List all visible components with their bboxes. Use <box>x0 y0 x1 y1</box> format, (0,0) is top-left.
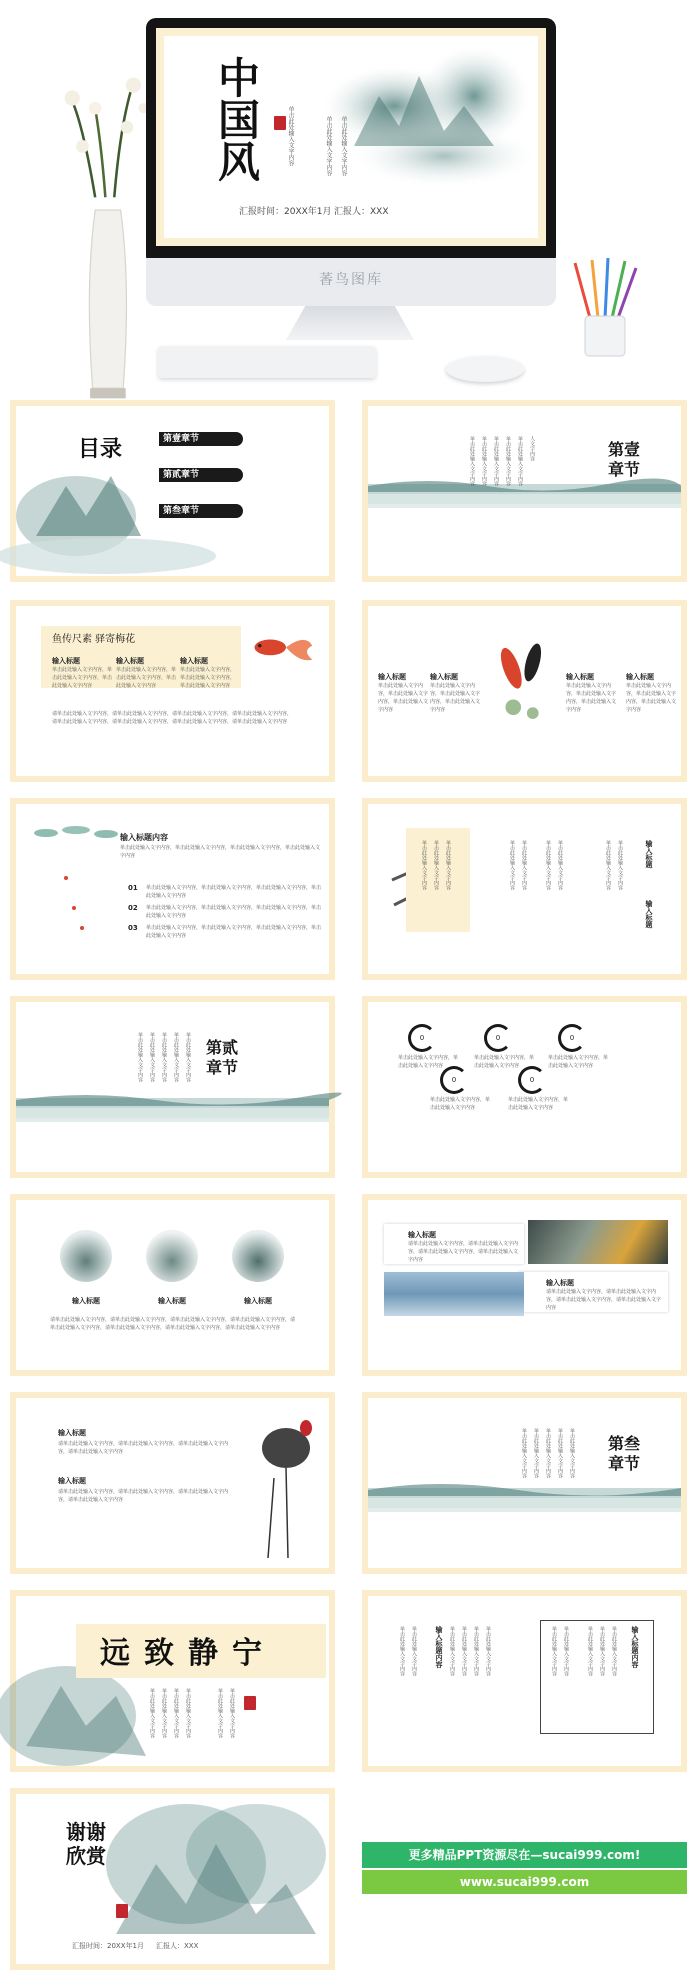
v2-col-6: 单击此处输入文字内容 <box>485 1626 491 1676</box>
lotus-body-1: 请单击此处输入文字内容，请单击此处输入文字内容，请单击此处输入文字内容，请单击此处输入文字内容 <box>58 1441 229 1455</box>
photos-label-2: 输入标题 <box>546 1279 574 1287</box>
ch2-col-5: 单击此处输入文字内容 <box>185 1032 191 1082</box>
ring-body-2: 单击此处输入文字内容，单击此处输入文字内容 <box>474 1055 535 1069</box>
mouse <box>446 356 524 382</box>
v2-col-1: 单击此处输入文字内容 <box>399 1626 405 1676</box>
bamboo-col-7: 单击此处输入文字内容 <box>557 840 563 890</box>
ink-lotus-illustration <box>246 1408 326 1558</box>
v2-col-3: 单击此处输入文字内容 <box>449 1626 455 1676</box>
lotus-body-2: 请单击此处输入文字内容，请单击此处输入文字内容，请单击此处输入文字内容，请单击此处输入文字内容 <box>58 1489 229 1503</box>
red-seal-stamp <box>244 1696 256 1710</box>
calligraphy-col-4: 单击此处输入文字内容 <box>185 1688 191 1738</box>
photos-label-1: 输入标题 <box>408 1231 436 1239</box>
bamboo-head-1: 输入标题 <box>645 840 653 868</box>
koi-body-3: 单击此处输入文字内容，单击此处输入文字内容，单击此处输入文字内容 <box>566 683 617 713</box>
monitor-chin-watermark: 萫鸟图库 <box>146 258 556 306</box>
promo-line-1[interactable]: 更多精品PPT资源尽在—sucai999.com! <box>362 1842 687 1868</box>
slide-promo <box>362 1788 687 1970</box>
list-item-3: 单击此处输入文字内容，单击此处输入文字内容，单击此处输入文字内容，单击此处输入文字内容 <box>146 925 322 939</box>
keyboard <box>158 346 376 378</box>
ch1-title: 第壹章节 <box>608 440 641 479</box>
list-num-2: 02 <box>128 904 138 912</box>
slide-thanks <box>10 1788 335 1970</box>
photo-lake-trees <box>384 1272 524 1316</box>
bamboo-col-6: 单击此处输入文字内容 <box>545 840 551 890</box>
flower-vase-illustration <box>40 70 130 350</box>
ring-body-1: 单击此处输入文字内容，单击此处输入文字内容 <box>398 1055 459 1069</box>
koi-label-3: 输入标题 <box>566 673 594 681</box>
lotus-leaves-illustration <box>26 818 126 938</box>
ch2-col-3: 单击此处输入文字内容 <box>161 1032 167 1082</box>
lake-landscape-illustration <box>368 406 681 576</box>
ring-body-3: 单击此处输入文字内容，单击此处输入文字内容 <box>548 1055 609 1069</box>
ring-3: 0 <box>558 1024 586 1052</box>
fish-banner-label-2: 输入标题 <box>116 657 144 665</box>
slide-chapter-1 <box>362 400 687 582</box>
ch3-col-3: 单击此处输入文字内容 <box>545 1428 551 1478</box>
calligraphy-col-2: 单击此处输入文字内容 <box>161 1688 167 1738</box>
ch2-title: 第贰章节 <box>206 1038 239 1077</box>
ring-body-5: 单击此处输入文字内容，单击此处输入文字内容 <box>508 1097 569 1111</box>
ch2-col-4: 单击此处输入文字内容 <box>173 1032 179 1082</box>
fish-banner-card-3: 单击此处输入文字内容，单击此处输入文字内容，单击此处输入文字内容 <box>180 667 236 689</box>
ch1-col-3: 单击此处输入文字内容 <box>493 436 499 486</box>
photos-body-1: 请单击此处输入文字内容，请单击此处输入文字内容，请单击此处输入文字内容，请单击此处输入文字内容 <box>408 1241 519 1263</box>
lotus-label-1: 输入标题 <box>58 1429 86 1437</box>
ch1-col-2: 单击此处输入文字内容 <box>481 436 487 486</box>
ch1-col-1: 单击此处输入文字内容 <box>469 436 475 486</box>
calligraphy-col-1: 单击此处输入文字内容 <box>149 1688 155 1738</box>
pencil-cup-illustration <box>570 258 640 358</box>
bamboo-col-3: 单击此处输入文字内容 <box>445 840 451 890</box>
v2-head-2: 输入标题内容 <box>631 1626 639 1668</box>
circle-image-3 <box>232 1230 284 1282</box>
list-item-1: 单击此处输入文字内容，单击此处输入文字内容，单击此处输入文字内容，单击此处输入文字内容 <box>146 885 322 899</box>
cover-vertical-text-3: 单击此处输入文字内容 <box>340 116 347 176</box>
v2-col-2: 单击此处输入文字内容 <box>411 1626 417 1676</box>
cover-vertical-text-2: 单击此处输入文字内容 <box>325 116 332 176</box>
ch1-col-6: 人文字内容 <box>529 436 535 461</box>
v2-col-10: 单击此处输入文字内容 <box>599 1626 605 1676</box>
toc-chapter-2: 第贰章节 <box>159 468 243 482</box>
circles-body: 请单击此处输入文字内容，请单击此处输入文字内容，请单击此处输入文字内容，请单击此处输入文字内容，请单击此处输入文字内容，请单击此处输入文字内容，请单击此处输入文字内容，请单击此处输入文字内容 <box>50 1317 296 1331</box>
ch3-col-5: 单击此处输入文字内容 <box>569 1428 575 1478</box>
ring-5: 0 <box>518 1066 546 1094</box>
ch2-col-2: 单击此处输入文字内容 <box>149 1032 155 1082</box>
ring-body-4: 单击此处输入文字内容，单击此处输入文字内容 <box>430 1097 491 1111</box>
circle-label-1: 输入标题 <box>72 1297 100 1305</box>
monitor-stand <box>286 306 414 340</box>
slide-fish-banner <box>10 600 335 782</box>
hero-mockup <box>0 0 700 392</box>
calligraphy-col-6: 单击此处输入文字内容 <box>229 1688 235 1738</box>
cover-vertical-text-1: 单击此处输入文字内容 <box>287 106 294 166</box>
photos-body-2: 请单击此处输入文字内容，请单击此处输入文字内容，请单击此处输入文字内容，请单击此处输入文字内容 <box>546 1289 662 1311</box>
calligraphy-col-3: 单击此处输入文字内容 <box>173 1688 179 1738</box>
ring-2: 0 <box>484 1024 512 1052</box>
thanks-report-time: 汇报时间：20XX年1月 <box>72 1942 144 1950</box>
fish-banner-card-2: 单击此处输入文字内容，单击此处输入文字内容，单击此处输入文字内容 <box>116 667 177 689</box>
bamboo-col-8: 单击此处输入文字内容 <box>605 840 611 890</box>
v2-col-9: 单击此处输入文字内容 <box>587 1626 593 1676</box>
list-heading: 输入标题内容 <box>120 833 168 842</box>
ch3-col-1: 单击此处输入文字内容 <box>521 1428 527 1478</box>
list-num-1: 01 <box>128 884 138 892</box>
bamboo-col-1: 单击此处输入文字内容 <box>421 840 427 890</box>
bamboo-head-2: 输入标题 <box>645 900 653 928</box>
red-seal-stamp <box>274 116 286 130</box>
ring-1: 0 <box>408 1024 436 1052</box>
koi-label-2: 输入标题 <box>430 673 458 681</box>
v2-col-4: 单击此处输入文字内容 <box>461 1626 467 1676</box>
calligraphy-text: 宁静致远 <box>100 1636 276 1671</box>
promo-line-2[interactable]: www.sucai999.com <box>362 1870 687 1894</box>
toc-title: 目录 <box>78 437 123 462</box>
koi-body-4: 单击此处输入文字内容，单击此处输入文字内容，单击此处输入文字内容 <box>626 683 677 713</box>
slide-bamboo <box>362 798 687 980</box>
v2-col-8: 单击此处输入文字内容 <box>563 1626 569 1676</box>
ch2-col-1: 单击此处输入文字内容 <box>137 1032 143 1082</box>
calligraphy-col-5: 单击此处输入文字内容 <box>217 1688 223 1738</box>
slide-rings <box>362 996 687 1178</box>
ch3-col-2: 单击此处输入文字内容 <box>533 1428 539 1478</box>
slide-calligraphy <box>10 1590 335 1772</box>
cover-slide-preview <box>164 36 538 238</box>
bamboo-col-2: 单击此处输入文字内容 <box>433 840 439 890</box>
slide-photos <box>362 1194 687 1376</box>
reporter: 汇报人：XXX <box>334 207 389 217</box>
circle-image-1 <box>60 1230 112 1282</box>
fish-banner-label-3: 输入标题 <box>180 657 208 665</box>
circle-label-2: 输入标题 <box>158 1297 186 1305</box>
circle-image-2 <box>146 1230 198 1282</box>
photo-autumn-leaves <box>528 1220 668 1264</box>
lotus-label-2: 输入标题 <box>58 1477 86 1485</box>
ring-4: 0 <box>440 1066 468 1094</box>
toc-chapter-1: 第壹章节 <box>159 432 243 446</box>
slide-list <box>10 798 335 980</box>
toc-chapter-3: 第叁章节 <box>159 504 243 518</box>
slide-chapter-3 <box>362 1392 687 1574</box>
monitor-screen <box>156 28 546 246</box>
ink-mountains-illustration <box>16 1794 329 1964</box>
fish-banner-title: 鱼传尺素 驿寄梅花 <box>52 634 136 645</box>
list-num-3: 03 <box>128 924 138 932</box>
thanks-title: 谢谢欣赏 <box>66 1820 106 1868</box>
koi-body-1: 单击此处输入文字内容，单击此处输入文字内容，单击此处输入文字内容 <box>378 683 429 713</box>
v2-col-5: 单击此处输入文字内容 <box>473 1626 479 1676</box>
fish-banner-body: 请单击此处输入文字内容，请单击此处输入文字内容，请单击此处输入文字内容，请单击此处输入文字内容，请单击此处输入文字内容，请单击此处输入文字内容，请单击此处输入文字内容，请单击此处输入文字内容 <box>52 711 293 725</box>
fish-banner-card-1: 单击此处输入文字内容，单击此处输入文字内容，单击此处输入文字内容 <box>52 667 113 689</box>
koi-label-4: 输入标题 <box>626 673 654 681</box>
bamboo-col-4: 单击此处输入文字内容 <box>509 840 515 890</box>
koi-body-2: 单击此处输入文字内容，单击此处输入文字内容，单击此处输入文字内容 <box>430 683 481 713</box>
koi-label-1: 输入标题 <box>378 673 406 681</box>
monitor-frame <box>146 18 556 266</box>
slide-lotus <box>10 1392 335 1574</box>
v2-col-11: 单击此处输入文字内容 <box>611 1626 617 1676</box>
fish-banner-label-1: 输入标题 <box>52 657 80 665</box>
ch3-col-4: 单击此处输入文字内容 <box>557 1428 563 1478</box>
list-intro: 单击此处输入文字内容，单击此处输入文字内容，单击此处输入文字内容，单击此处输入文字内容 <box>120 845 321 859</box>
brush-title: 中国风 <box>212 56 261 182</box>
red-seal-stamp <box>116 1904 128 1918</box>
bamboo-col-5: 单击此处输入文字内容 <box>521 840 527 890</box>
report-time: 汇报时间：20XX年1月 <box>239 207 332 217</box>
ch3-title: 第叁章节 <box>608 1434 641 1473</box>
list-item-2: 单击此处输入文字内容，单击此处输入文字内容，单击此处输入文字内容，单击此处输入文字内容 <box>146 905 322 919</box>
slide-circles <box>10 1194 335 1376</box>
slide-koi <box>362 600 687 782</box>
goldfish-illustration <box>244 628 314 672</box>
thanks-reporter: 汇报人：XXX <box>156 1942 199 1950</box>
slide-chapter-2 <box>10 996 335 1178</box>
slide-toc <box>10 400 335 582</box>
ch1-col-5: 单击此处输入文字内容 <box>517 436 523 486</box>
slide-vertical-two <box>362 1590 687 1772</box>
v2-head-1: 输入标题内容 <box>435 1626 443 1668</box>
bamboo-col-9: 单击此处输入文字内容 <box>617 840 623 890</box>
v2-col-7: 单击此处输入文字内容 <box>551 1626 557 1676</box>
circle-label-3: 输入标题 <box>244 1297 272 1305</box>
ch1-col-4: 单击此处输入文字内容 <box>505 436 511 486</box>
koi-fish-illustration <box>484 628 562 728</box>
